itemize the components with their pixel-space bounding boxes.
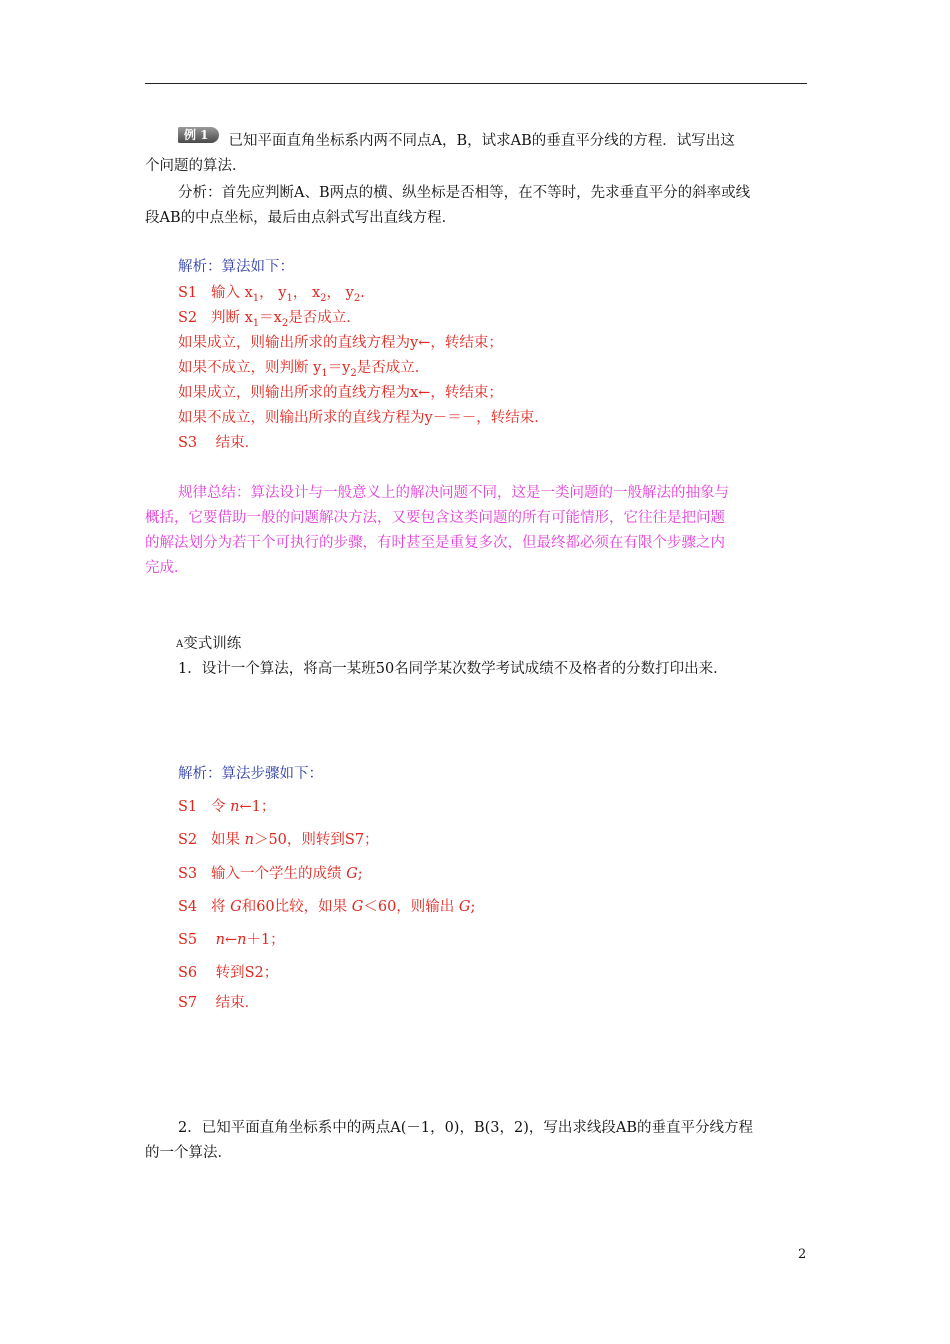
analysis-line-1: 分析：首先应判断A、B两点的横、纵坐标是否相等，在不等时，先求垂直平分的斜率或线: [178, 185, 751, 201]
training-title: A变式训练: [176, 636, 242, 652]
solution-2-step-s2: S2 如果 n＞50，则转到S7；: [178, 832, 379, 848]
summary-line-3: 的解法划分为若干个可执行的步骤，有时甚至是重复多次，但最终都必须在有限个步骤之内: [145, 535, 725, 551]
example-1-line: 例 1 已知平面直角坐标系内两不同点A，B，试求AB的垂直平分线的方程．试写出这: [178, 131, 735, 151]
header-rule: [145, 83, 807, 84]
example-badge: 例 1: [178, 127, 219, 143]
solution-2-step-s5: S5 n←n＋1；: [178, 932, 285, 948]
summary-line-2: 概括，它要借助一般的问题解决方法，又要包含这类问题的所有可能情形，它往往是把问题: [145, 510, 725, 526]
page-number: 2: [798, 1247, 807, 1262]
bullet-icon: A: [176, 639, 184, 650]
summary-line-1: 规律总结：算法设计与一般意义上的解决问题不同，这是一类问题的一般解法的抽象与: [178, 485, 729, 501]
summary-line-4: 完成．: [145, 560, 189, 576]
solution-1-line-4: 如果不成立，则判断 $y_1=y_2$是否成立．: [178, 360, 430, 379]
solution-1-line-5: 如果成立，则输出所求的直线方程为x←，转结束；: [178, 385, 503, 401]
question-1: 1．设计一个算法，将高一某班50名同学某次数学考试成绩不及格者的分数打印出来．: [178, 661, 728, 677]
solution-1-step-s3: S3 结束．: [178, 435, 260, 451]
question-2-line-2: 的一个算法．: [145, 1145, 232, 1161]
question-2-line-1: 2．已知平面直角坐标系中的两点A(－1，0)，B(3，2)，写出求线段AB的垂直平分线方程: [178, 1120, 754, 1136]
solution-1-line-3: 如果成立，则输出所求的直线方程为y←，转结束；: [178, 335, 503, 351]
solution-2-heading: 解析：算法步骤如下：: [178, 766, 323, 782]
solution-1-line-6: 如果不成立，则输出所求的直线方程为y－＝－，转结束．: [178, 410, 549, 426]
solution-2-step-s1: S1 令 n←1；: [178, 799, 276, 815]
solution-2-step-s6: S6 转到S2；: [178, 965, 279, 981]
solution-1-step-s2: S2 判断 $x_1=x_2$是否成立．: [178, 310, 361, 329]
solution-1-heading: 解析：算法如下：: [178, 259, 294, 275]
analysis-line-2: 段AB的中点坐标，最后由点斜式写出直线方程．: [145, 210, 457, 226]
solution-2-step-s4: S4 将 G和60比较，如果 G＜60，则输出 G;: [178, 899, 476, 915]
solution-1-step-s1: S1 输入 $x_1$， $y_1$， $x_2$， $y_2$.: [178, 285, 365, 304]
example-1-line-2: 个问题的算法．: [145, 158, 247, 174]
solution-2-step-s3: S3 输入一个学生的成绩 G;: [178, 866, 363, 882]
solution-2-step-s7: S7 结束．: [178, 995, 260, 1011]
